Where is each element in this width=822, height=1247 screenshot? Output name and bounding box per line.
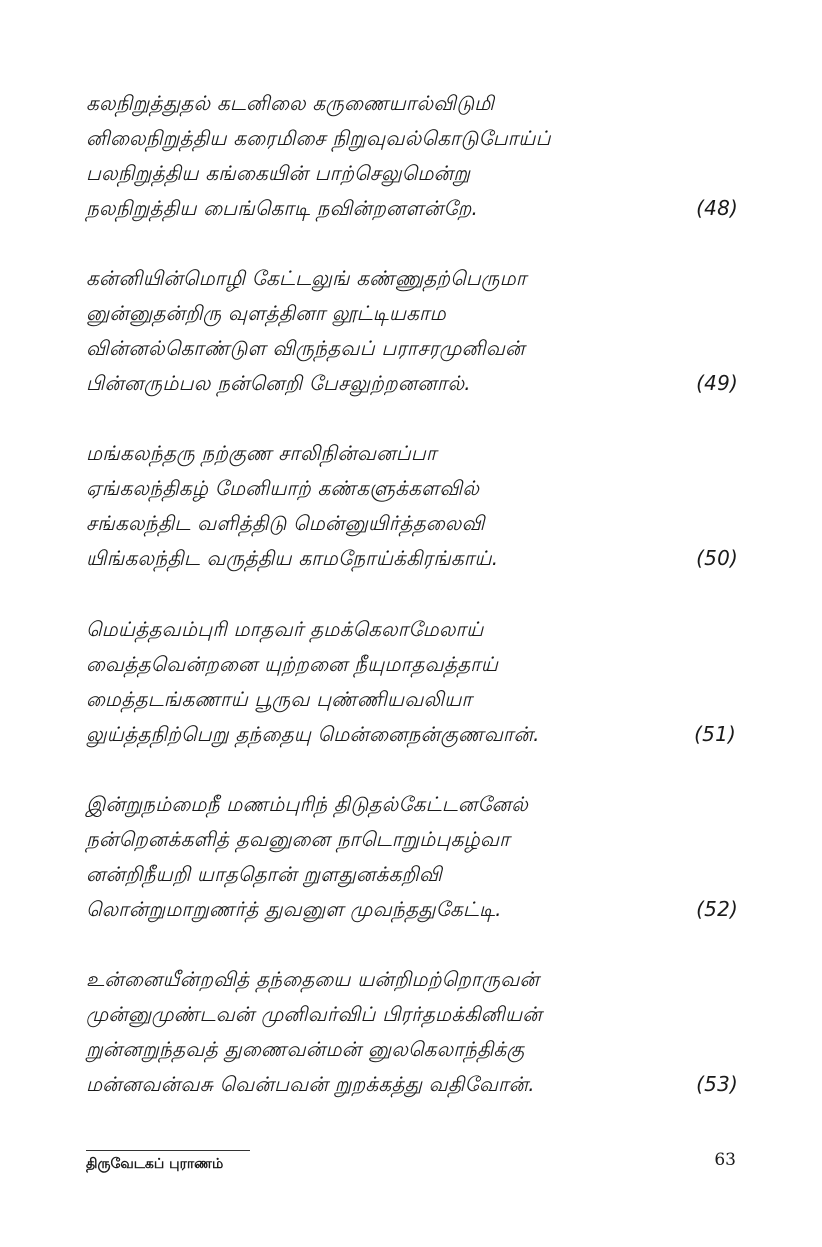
verse-number: (48) — [696, 196, 738, 220]
verse-line — [86, 717, 746, 752]
verse-line: மங்கலந்தரு நற்குண சாலிநின்வனப்பா — [86, 441, 437, 465]
verse-line: சங்கலந்திட வளித்திடு மென்னுயிர்த்தலைவி — [86, 511, 485, 535]
verse-number: (52) — [696, 897, 738, 921]
verse-line-text: பின்னரும்பல நன்னெறி பேசலுற்றனனால். — [86, 371, 471, 395]
verse-number: (49) — [696, 371, 738, 395]
verse-number: (53) — [696, 1072, 738, 1096]
verse-line — [86, 1067, 746, 1102]
verse-line — [86, 892, 746, 927]
verse-line: முன்னுமுண்டவன் முனிவர்விப் பிரர்தமக்கினியன் — [86, 1002, 542, 1026]
verse-line: கன்னியின்மொழி கேட்டலுங் கண்ணுதற்பெருமா — [86, 266, 527, 290]
verse-line: நன்றெனக்களித் தவனுனை நாடொறும்புகழ்வா — [86, 827, 510, 851]
stanza-48 — [86, 86, 746, 226]
footer-book-title: திருவேடகப் புராணம் — [86, 1156, 224, 1172]
verse-line: கலநிறுத்துதல் கடனிலை கருணையால்விடுமி — [86, 91, 495, 115]
verse-line: மைத்தடங்கணாய் பூருவ புண்ணியவலியா — [86, 687, 472, 711]
stanza-51 — [86, 612, 746, 752]
stanza-52 — [86, 787, 746, 927]
verse-number: (50) — [696, 546, 738, 570]
verse-line: றுன்னறுந்தவத் துணைவன்மன் னுலகெலாந்திக்கு — [86, 1037, 525, 1061]
verse-line: னிலைநிறுத்திய கரைமிசை நிறுவுவல்கொடுபோய்ப் — [86, 126, 551, 150]
verse-line: இன்றுநம்மைநீ மணம்புரிந் திடுதல்கேட்டனனேல் — [86, 792, 529, 816]
verse-number: (51) — [694, 722, 736, 746]
verse-line-text: லுய்த்தநிற்பெறு தந்தையு மென்னைநன்குணவான். — [86, 722, 540, 746]
verse-line: வைத்தவென்றனை யுற்றனை நீயுமாதவத்தாய் — [86, 652, 499, 676]
page-number: 63 — [714, 1150, 736, 1170]
verse-line-text: யிங்கலந்திட வருத்திய காமநோய்க்கிரங்காய். — [86, 546, 499, 570]
verse-line: னன்றிநீயறி யாததொன் றுளதுனக்கறிவி — [86, 862, 442, 886]
verse-line-text: மன்னவன்வசு வென்பவன் றுறக்கத்து வதிவோன். — [86, 1072, 535, 1096]
verse-line — [86, 366, 746, 401]
verse-line — [86, 541, 746, 576]
verse-line — [86, 191, 746, 226]
verse-line: பலநிறுத்திய கங்கையின் பாற்செலுமென்று — [86, 161, 471, 185]
stanza-50 — [86, 436, 746, 576]
verse-line: வின்னல்கொண்டுள விருந்தவப் பராசரமுனிவன் — [86, 336, 525, 360]
stanza-53 — [86, 962, 746, 1102]
verse-line: மெய்த்தவம்புரி மாதவர் தமக்கெலாமேலாய் — [86, 617, 484, 641]
verse-line: ஏங்கலந்திகழ் மேனியாற் கண்களுக்களவில் — [86, 476, 480, 500]
verse-line-text: நலநிறுத்திய பைங்கொடி நவின்றனளன்றே. — [86, 196, 479, 220]
verse-line-text: லொன்றுமாறுணர்த் துவனுள முவந்ததுகேட்டி. — [86, 897, 502, 921]
verse-line: உன்னையீன்றவித் தந்தையை யன்றிமற்றொருவன் — [86, 967, 540, 991]
stanza-49 — [86, 261, 746, 401]
footer-divider — [86, 1150, 250, 1151]
verse-line: னுன்னுதன்றிரு வுளத்தினா லூட்டியகாம — [86, 301, 446, 325]
